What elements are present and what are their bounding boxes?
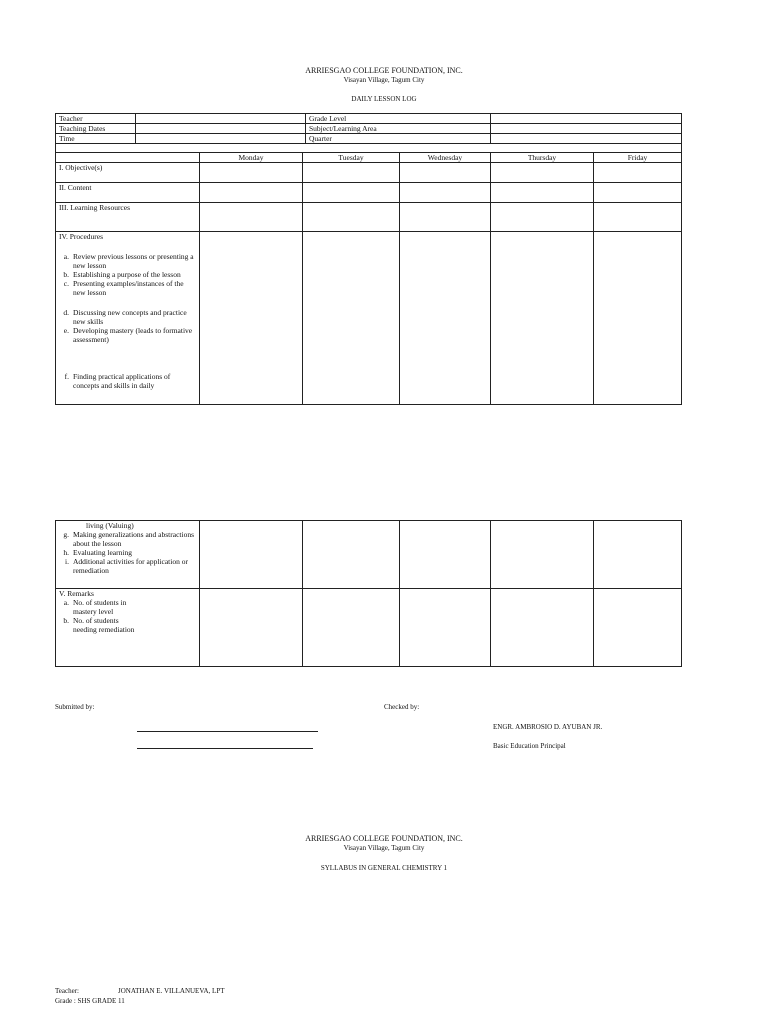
daily-table (55, 152, 682, 405)
info-row (56, 114, 682, 124)
row-label: IV. Procedures (59, 232, 104, 241)
info-value (136, 134, 306, 144)
info-value (136, 124, 306, 134)
row-label: II. Content (56, 183, 200, 203)
address: Visayan Village, Tagum City (343, 76, 425, 84)
org-name: ARRIESGAO COLLEGE FOUNDATION, INC. (305, 834, 463, 843)
procedures-cell (56, 232, 200, 405)
list-item: c. Presenting examples/instances of the new lesson (63, 279, 184, 297)
procedures-cell (56, 521, 200, 589)
info-value (491, 134, 682, 144)
info-value (491, 124, 682, 134)
continued-text: living (Valuing) (86, 521, 134, 530)
principal-name: ENGR. AMBROSIO D. AYUBAN JR. (493, 723, 603, 731)
daily-table-continued (55, 520, 682, 667)
day-wednesday: Wednesday (400, 153, 491, 163)
info-label: Subject/Learning Area (306, 124, 491, 134)
info-label: Teacher (56, 114, 136, 124)
checked-by-label: Checked by: (384, 703, 420, 711)
list-item: a. Review previous lessons or presenting a new lesson (63, 252, 194, 270)
day-thursday: Thursday (491, 153, 594, 163)
procedures-continued-row (56, 521, 682, 589)
info-label: Time (56, 134, 136, 144)
grade-text: Grade : SHS GRADE 11 (55, 997, 125, 1005)
teacher-name: JONATHAN E. VILLANUEVA, LPT (118, 987, 225, 995)
day-tuesday: Tuesday (303, 153, 400, 163)
list-item: g. Making generalizations and abstractions about the lesson (63, 530, 195, 548)
submitted-by-label: Submitted by: (55, 703, 95, 711)
content-row (56, 183, 682, 203)
info-value (136, 114, 306, 124)
doc-title: SYLLABUS IN GENERAL CHEMISTRY 1 (320, 864, 448, 872)
doc-title: DAILY LESSON LOG (351, 95, 417, 103)
row-label: I. Objective(s) (56, 163, 200, 183)
day-monday: Monday (200, 153, 303, 163)
info-value (491, 114, 682, 124)
list-item: b. Establishing a purpose of the lesson (63, 270, 181, 279)
remarks-row (56, 589, 682, 667)
objectives-row (56, 163, 682, 183)
remarks-cell (56, 589, 200, 667)
resources-row (56, 203, 682, 232)
row-label: V. Remarks (59, 589, 94, 598)
list-item: d. Discussing new concepts and practice new skills (63, 308, 187, 326)
list-item: i. Additional activities for application or remediation (65, 557, 188, 575)
list-item: h. Evaluating learning (63, 548, 132, 557)
info-row (56, 134, 682, 144)
info-label: Quarter (306, 134, 491, 144)
days-header-row (56, 153, 682, 163)
info-label: Teaching Dates (56, 124, 136, 134)
list-item: e. Developing mastery (leads to formative assessment) (63, 326, 193, 344)
procedures-row (56, 232, 682, 405)
info-row (56, 124, 682, 134)
principal-title: Basic Education Principal (493, 742, 566, 750)
list-item: a. No. of students in mastery level (63, 598, 127, 616)
teacher-label: Teacher: (55, 987, 79, 995)
list-item: b. No. of students needing remediation (63, 616, 135, 634)
info-label: Grade Level (306, 114, 491, 124)
lesson-log-table (55, 113, 682, 153)
signature-line (137, 731, 318, 732)
org-name: ARRIESGAO COLLEGE FOUNDATION, INC. (305, 66, 463, 75)
day-friday: Friday (594, 153, 682, 163)
row-label: III. Learning Resources (56, 203, 200, 232)
signature-line (137, 748, 313, 749)
list-item: f. Finding practical applications of concepts and skills in daily (64, 372, 171, 390)
address: Visayan Village, Tagum City (343, 844, 425, 852)
